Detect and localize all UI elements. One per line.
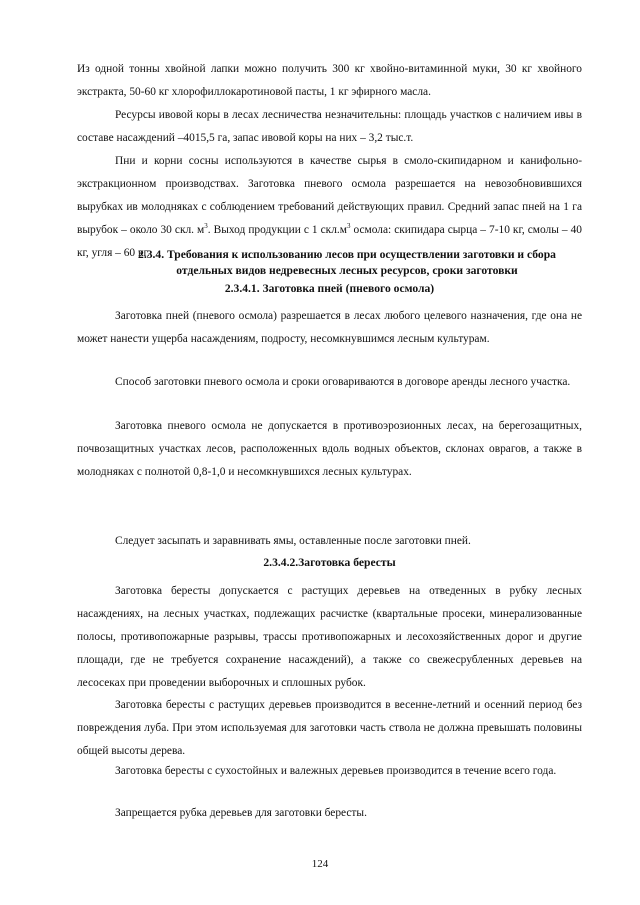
paragraph-stump-pits: Следует засыпать и заравнивать ямы, оставленные после заготовки пней. [115, 535, 471, 547]
paragraph-birch-bark-dead-trees: Заготовка бересты с сухостойных и валежных деревьев производится в течение всего года. [115, 765, 557, 777]
paragraph-stump-prohibited: Заготовка пневого осмола не допускается в противоэрозионных лесах, на берегозащитных, почвозащитных участках лесов, расположенных вдоль водных объектов, склонах оврагов, а также в молодняках с полнотой 0,8-1,0 и несомкнувшихся лесных культурах. [77, 420, 582, 478]
heading-2-3-4-2: 2.3.4.2.Заготовка бересты [263, 556, 396, 569]
paragraph-birch-bark-felling-ban: Запрещается рубка деревьев для заготовки бересты. [115, 807, 367, 819]
pine-stumps-text-2: . Выход продукции с 1 скл.м [207, 224, 347, 236]
paragraph-needle-products: Из одной тонны хвойной лапки можно получить 300 кг хвойно-витаминной муки, 30 кг хвойного экстракта, 50-60 кг хлорофиллокаротиновой пасты, 1 кг эфирного масла. [77, 63, 582, 98]
page-number: 124 [311, 858, 329, 870]
paragraph-stump-allowed: Заготовка пней (пневого осмола) разрешается в лесах любого целевого назначения, где она не может нанести ущерба насаждениям, подросту, несомкнувшимся лесным культурам. [77, 310, 582, 345]
pine-stumps-text-3: осмола: скипидара сырца – 7-10 кг, смолы – 40 кг, угля – 60 кг. [77, 224, 582, 259]
paragraph-birch-bark-allowed: Заготовка бересты допускается с растущих деревьев на отведенных в рубку лесных насаждениях, на лесных участках, подлежащих расчистке (квартальные просеки, минерализованные полосы, противопожарные разрывы, трассы противопожарных и лесохозяйственных дорог и другие площади, где не требуется сохранение насаждений), а также со свежесрубленных деревьев на лесосеках при проведении выборочных и сплошных рубок. [77, 585, 582, 689]
paragraph-birch-bark-season: Заготовка бересты с растущих деревьев производится в весенне-летний и осенний период без повреждения луба. При этом используемая для заготовки часть ствола не должна превышать половины общей высоты дерева. [77, 699, 582, 757]
paragraph-willow-bark: Ресурсы ивовой коры в лесах лесничества незначительны: площадь участков с наличием ивы в составе насаждений –4015,5 га, запас ивовой коры на них – 3,2 тыс.т. [77, 109, 582, 144]
superscript-3b: 3 [346, 222, 351, 231]
pine-stumps-text-1: Пни и корни сосны используются в качестве сырья в смоло-скипидарном и канифольно-экстракционном производствах. Заготовка пневого осмола разрешается на невозобновившихся вырубках ив молодняках с соблюдением требований действующих правил. Средний запас пней на 1 га вырубок – около 30 скл. м [77, 155, 582, 236]
heading-2-3-4-1: 2.3.4.1. Заготовка пней (пневого осмола) [224, 282, 435, 295]
heading-2-3-4: 2.3.4. Требования к использованию лесов при осуществлении заготовки и сбора отдельных видов недревесных лесных ресурсов, сроки заготовки [138, 248, 556, 277]
superscript-3: 3 [204, 222, 208, 231]
paragraph-stump-method: Способ заготовки пневого осмола и сроки оговариваются в договоре аренды лесного участка. [115, 376, 571, 388]
